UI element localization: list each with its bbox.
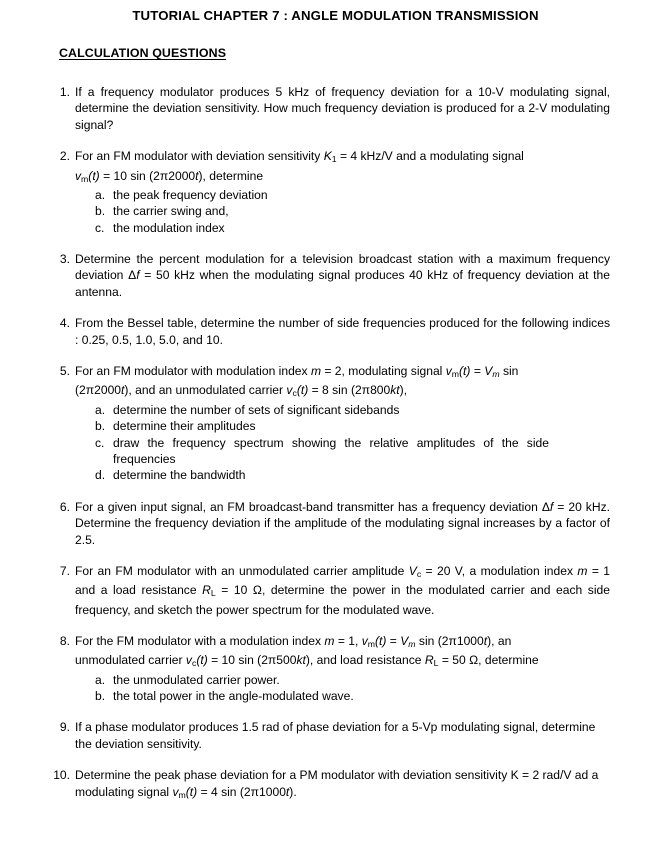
question-item-6 — [0, 499, 671, 548]
question-text: Determine the percent modulation for a television broadcast station with a maximum frequency deviation Δf = 50 kHz when the modulating signal produces 40 kHz of frequency deviation at the antenna. — [75, 252, 610, 299]
question-number: 6. — [59, 499, 70, 514]
question-number: 9. — [59, 720, 70, 735]
sub-question-item-c — [75, 220, 610, 236]
question-item-9 — [0, 719, 671, 752]
question-item-4 — [0, 315, 671, 348]
question-list — [0, 84, 671, 803]
question-item-8 — [0, 633, 671, 704]
question-number: 1. — [59, 85, 70, 99]
question-item-3 — [0, 251, 671, 300]
sub-question-text: the total power in the angle-modulated wave. — [113, 689, 354, 704]
question-text: For a given input signal, an FM broadcast-band transmitter has a frequency deviation Δf = 20 kHz. Determine the frequency deviation if the amplitude of the modulating signal increases by a factor of 2.5. — [75, 499, 610, 547]
sub-question-text: draw the frequency spectrum showing the relative amplitudes of the side frequencies — [113, 435, 549, 466]
sub-question-text: the unmodulated carrier power. — [113, 672, 280, 687]
question-item-2 — [0, 148, 671, 236]
question-text: For an FM modulator with an unmodulated carrier amplitude $V_c = 20$ V, a modulation index m = 1 and a load resistance $R_L = 10$ Ω, determine the power in the modulated carrier and each side frequency, and sketch the power spectrum for the modulated wave. — [75, 563, 611, 617]
page-title: TUTORIAL CHAPTER 7 : ANGLE MODULATION TRANSMISSION — [132, 8, 539, 23]
sub-question-item-c — [75, 435, 610, 468]
question-number: 3. — [59, 252, 70, 267]
sub-question-letter: a. — [95, 187, 106, 202]
sub-question-text: the carrier swing and, — [113, 204, 229, 219]
sub-question-letter: b. — [95, 689, 106, 704]
sub-question-item-b — [75, 418, 610, 434]
question-item-1 — [0, 84, 671, 133]
question-text: From the Bessel table, determine the number of side frequencies produced for the following indices : 0.25, 0.5, 1.0, 5.0, and 10. — [75, 316, 610, 347]
sub-question-item-b — [75, 688, 610, 704]
question-text: For an FM modulator with deviation sensitivity $K_1 = 4$ kHz/V and a modulating signal — [75, 149, 524, 165]
question-item-7 — [0, 563, 671, 618]
sub-question-item-a — [75, 187, 610, 203]
sub-question-list — [75, 402, 610, 484]
question-number: 7. — [59, 563, 70, 578]
sub-question-letter: a. — [95, 672, 106, 687]
question-number: 2. — [59, 149, 70, 164]
sub-question-letter: c. — [95, 220, 105, 235]
question-item-5 — [0, 363, 671, 484]
sub-question-text: determine the bandwidth — [113, 468, 246, 483]
sub-question-letter: c. — [95, 435, 105, 450]
sub-question-item-d — [75, 467, 610, 483]
sub-question-text: determine their amplitudes — [113, 419, 256, 434]
sub-question-item-a — [75, 402, 610, 418]
sub-question-letter: b. — [95, 204, 106, 219]
question-text: For the FM modulator with a modulation index m = 1, $v_m(t) = V_m$ sin (2π1000t), an — [75, 634, 512, 649]
question-text-continued: $v_m(t) = 10$ sin (2π2000t), determine — [75, 168, 264, 184]
sub-question-letter: d. — [95, 468, 106, 483]
question-number: 10. — [53, 768, 70, 783]
sub-question-list — [75, 187, 610, 236]
question-number: 8. — [59, 634, 70, 648]
sub-question-letter: a. — [95, 402, 106, 417]
question-text: For an FM modulator with modulation index m = 2, modulating signal $v_m(t) = V_m$ sin — [75, 364, 519, 379]
sub-question-text: determine the number of sets of significant sidebands — [113, 402, 400, 417]
question-item-10 — [0, 767, 671, 803]
sub-question-item-a — [75, 672, 610, 688]
question-number: 5. — [59, 364, 70, 379]
question-text-continued: (2π2000t), and an unmodulated carrier $v_c(t) = 8$ sin (2π800kt), — [75, 383, 408, 399]
sub-question-list — [75, 672, 610, 705]
sub-question-text: the modulation index — [113, 220, 225, 235]
question-text: Determine the peak phase deviation for a PM modulator with deviation sensitivity K = 2 rad/V ad a modulating signal $v_m(t) = 4$ sin (2π1000t). — [75, 768, 599, 800]
sub-question-letter: b. — [95, 419, 106, 434]
question-text: If a phase modulator produces 1.5 rad of phase deviation for a 5-Vp modulating signal, determine the deviation sensitivity. — [75, 720, 596, 751]
section-heading-calculation-questions: CALCULATION QUESTIONS — [59, 46, 227, 60]
question-text-continued: unmodulated carrier $v_c(t) = 10$ sin (2π500kt), and load resistance $R_L = 50$ Ω, determine — [75, 653, 539, 669]
question-text: If a frequency modulator produces 5 kHz of frequency deviation for a 10-V modulating signal, determine the deviation sensitivity. How much frequency deviation is produced for a 2-V modulating signal? — [75, 85, 610, 132]
question-number: 4. — [59, 316, 70, 331]
sub-question-text: the peak frequency deviation — [113, 187, 268, 202]
sub-question-item-b — [75, 203, 610, 219]
